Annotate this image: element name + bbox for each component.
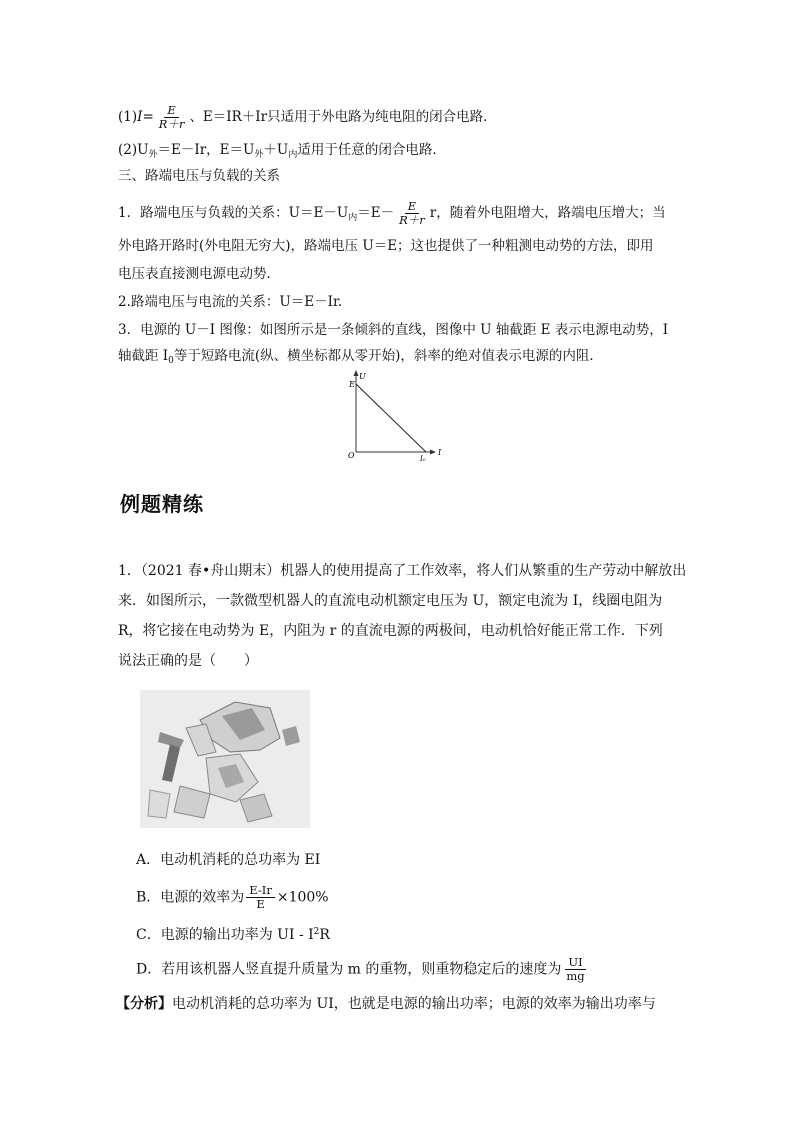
question-line-2: 来．如图所示，一款微型机器人的直流电动机额定电压为 U，额定电流为 I，线圈电阻为 (118, 593, 663, 609)
fraction-efficiency: $\frac{E-Ir}{E}$ (246, 884, 275, 911)
label-i: I (438, 448, 442, 457)
label-e: E (349, 380, 355, 389)
formula-line-1: (1)I= $\frac{E}{R+r}$ 、E＝IR＋Ir只适用于外电路为纯电阻的闭合电路． (118, 103, 497, 131)
label-u: U (359, 372, 366, 381)
i-axis-arrow (430, 450, 436, 455)
fraction-e-over-r-plus-r: $\frac{E}{R+r}$ (158, 103, 185, 131)
robot-photo (140, 690, 310, 828)
question-line-3: R，将它接在电动势为 E，内阻为 r 的直流电源的两极间，电动机恰好能正常工作．下列 (118, 623, 663, 639)
u-axis-arrow (354, 370, 359, 376)
option-d: D．若用该机器人竖直提升质量为 m 的重物，则重物稳定后的速度为 $\frac{UI}{mg}$ (136, 956, 590, 983)
option-a: A．电动机消耗的总功率为 EI (136, 852, 321, 868)
item-2: 2.路端电压与电流的关系：U＝E－Ir. (118, 294, 343, 310)
fraction-speed: $\frac{UI}{mg}$ (566, 955, 585, 983)
item-1-line-3: 电压表直接测电源电动势． (118, 266, 280, 282)
question-line-4: 说法正确的是（ ） (118, 653, 258, 669)
formula-line-2: $(2)U_外=E-Ir$，$E=U_外+U_内$适用于任意的闭合电路． (118, 142, 446, 160)
option-c: C．电源的输出功率为 UI - $I^2R$ (136, 927, 330, 943)
label-i0: I₀ (420, 455, 426, 463)
analysis-tag: 【分析】 (116, 996, 172, 1012)
label-o: O (348, 451, 355, 460)
section-3-title: 三、路端电压与负载的关系 (118, 168, 280, 184)
u-i-line (356, 384, 426, 452)
section-heading: 例题精练 (120, 492, 204, 516)
item-1-line-2: 外电路开路时(外电阻无穷大)，路端电压 U＝E；这也提供了一种粗测电动势的方法，即用 (118, 238, 654, 254)
option-b: B．电源的效率为 $\frac{E-Ir}{E}$ ×100% (136, 883, 329, 911)
item-3-line-2: 轴截距 $I_0$等于短路电流(纵、横坐标都从零开始)，斜率的绝对值表示电源的内阻． (118, 348, 603, 366)
fraction-e-over-r-plus-r-2: $\frac{E}{R+r}$ (399, 199, 425, 227)
analysis-line: 【分析】电动机消耗的总功率为 UI，也就是电源的输出功率；电源的效率为输出功率与 (116, 996, 656, 1012)
question-line-1: 1．（2021 春•舟山期末）机器人的使用提高了工作效率，将人们从繁重的生产劳动中解放出 (118, 563, 687, 579)
u-i-graph (340, 368, 450, 464)
item-1-line-1: 1．路端电压与负载的关系：$U=E-U_内=E-$ $\frac{E}{R+r}$ r，随着外电阻增大，路端电压增大；当 (118, 199, 666, 227)
item-3-line-1: 3．电源的 U－I 图像：如图所示是一条倾斜的直线，图像中 U 轴截距 E 表示电源电动势，I (118, 322, 669, 338)
